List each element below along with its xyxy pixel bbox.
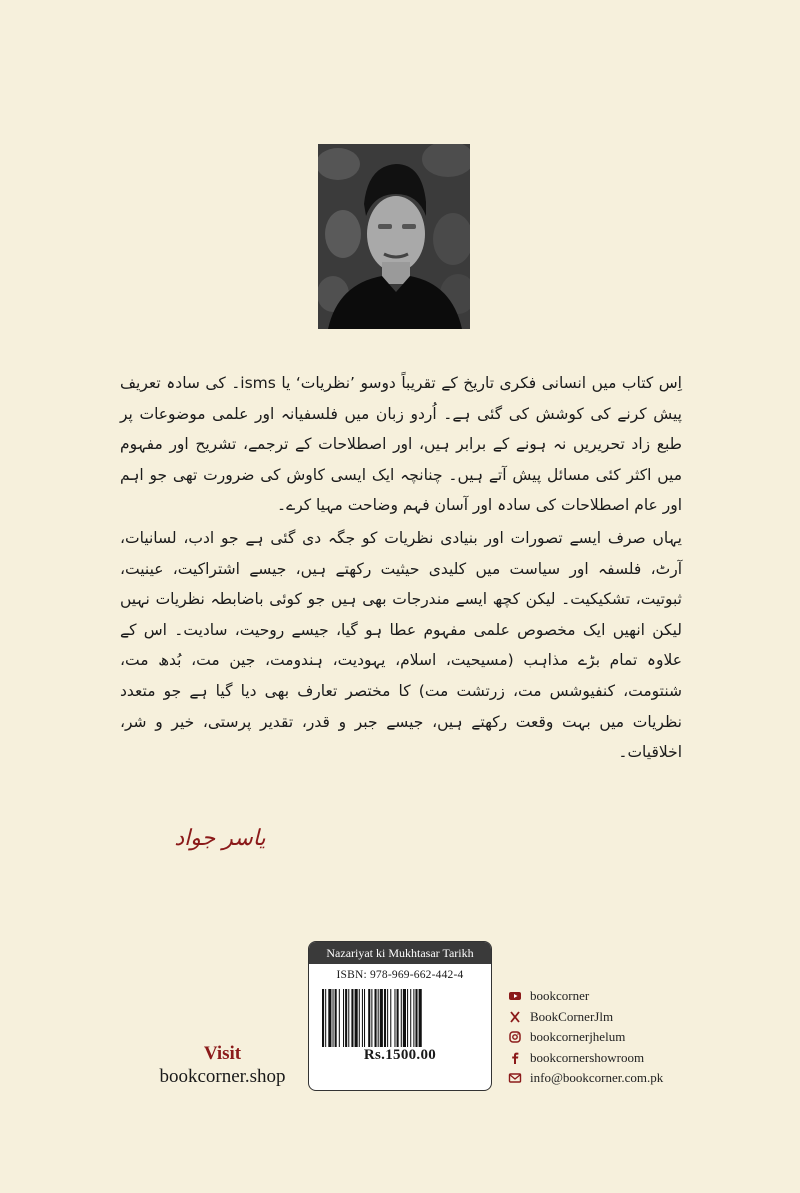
social-facebook-text: bookcornershowroom [530, 1049, 645, 1065]
barcode-bar [403, 989, 406, 1047]
author-photo [318, 144, 470, 329]
barcode-bar [380, 989, 383, 1047]
youtube-icon [508, 989, 522, 1003]
barcode-image [322, 989, 478, 1047]
social-instagram-text: bookcornerjhelum [530, 1029, 626, 1045]
barcode-bar [410, 989, 411, 1047]
barcode-bar [390, 989, 391, 1047]
barcode-bar [378, 989, 379, 1047]
instagram-icon [508, 1030, 522, 1044]
description-paragraph-2: یہاں صرف ایسے تصورات اور بنیادی نظریات کو جگہ دی گئی ہے جو ادب، لسانیات، آرٹ، فلسفہ اور سیاست میں کلیدی حیثیت رکھتے ہیں، جیسے اشتراکیت، عینیت، ثبوتیت، تشکیکیت۔ لیکن کچھ ایسے مندرجات بھی ہیں جو کوئی باضابطہ نظریات نہیں لیکن انھیں ایک مخصوص علمی مفہوم عطا ہو گیا، جیسے روحیت، سادیت۔ اس کے علاوہ تمام بڑے مذاہب (مسیحیت، اسلام، یہودیت، ہندومت، جین مت، بُدھ مت، شنتومت، کنفیوشس مت، زرتشت مت) کا مختصر تعارف بھی دیا گیا ہے جو متعدد نظریات میں بہت وقعت رکھتے ہیں، جیسے جبر و قدر، تقدیر پرستی، خیر و شر، اخلاقیات۔ [120, 528, 682, 762]
barcode-bar [343, 989, 344, 1047]
barcode-bar [335, 989, 337, 1047]
mail-icon [508, 1071, 522, 1085]
visit-label: Visit [203, 1043, 242, 1064]
barcode-bar [371, 989, 372, 1047]
barcode-bar [419, 989, 422, 1047]
social-email-text: info@bookcorner.com.pk [530, 1070, 664, 1086]
book-price: Rs.1500.00 [363, 1047, 437, 1063]
barcode-bar [415, 989, 417, 1047]
book-description [120, 368, 682, 770]
barcode-bar [351, 989, 353, 1047]
barcode-bar [375, 989, 377, 1047]
social-x-text: BookCornerJlm [530, 1008, 614, 1024]
website-link[interactable]: bookcorner.shop [159, 1066, 286, 1087]
barcode-bar [368, 989, 370, 1047]
isbn-number: ISBN: 978-969-662-442-4 [336, 969, 464, 981]
barcode-bar [348, 989, 349, 1047]
barcode-panel [308, 941, 492, 1091]
barcode-bar [384, 989, 386, 1047]
facebook-icon [508, 1051, 522, 1065]
social-x[interactable] [508, 1007, 778, 1027]
barcode-bar [397, 989, 399, 1047]
barcode-bar [333, 989, 334, 1047]
barcode-bar [401, 989, 402, 1047]
author-signature: یاسر جواد [174, 826, 266, 851]
book-title-english: Nazariyat ki Mukhtasar Tarikh [309, 942, 491, 964]
visit-block[interactable] [140, 1043, 305, 1089]
barcode-bar [387, 989, 388, 1047]
social-email[interactable] [508, 1068, 778, 1088]
barcode-bar [328, 989, 331, 1047]
barcode-bar [355, 989, 358, 1047]
barcode-bar [407, 989, 408, 1047]
social-facebook[interactable] [508, 1048, 778, 1068]
social-instagram[interactable] [508, 1027, 778, 1047]
social-youtube-text: bookcorner [530, 988, 590, 1003]
social-youtube[interactable] [508, 986, 778, 1006]
barcode-bar [345, 989, 347, 1047]
description-paragraph-1: اِس کتاب میں انسانی فکری تاریخ کے تقریباً دوسو ’نظریات‘ یا isms۔ کی سادہ تعریف پیش کرنے کی کوشش کی گئی ہے۔ اُردو زبان میں فلسفیانہ اور علمی موضوعات پر طبع زاد تحریریں نہ ہونے کے برابر ہیں، اور اصطلاحات کے ترجمے، تشریح اور مفہوم میں اکثر کئی مسائل پیش آتے ہیں۔ چنانچہ ایک ایسی کاوش کی ضرورت تھی جو اہم اور عام اصطلاحات کی سادہ اور آسان فہم وضاحت مہیا کرے۔ [120, 374, 682, 515]
social-links [508, 986, 778, 1089]
barcode-bar [325, 989, 326, 1047]
barcode-bar [364, 989, 365, 1047]
barcode-bar [339, 989, 340, 1047]
barcode-bar [359, 989, 360, 1047]
barcode-bar [413, 989, 414, 1047]
x-icon [508, 1010, 522, 1024]
barcode-bar [394, 989, 395, 1047]
barcode-bar [362, 989, 363, 1047]
barcode-bar [322, 989, 324, 1047]
